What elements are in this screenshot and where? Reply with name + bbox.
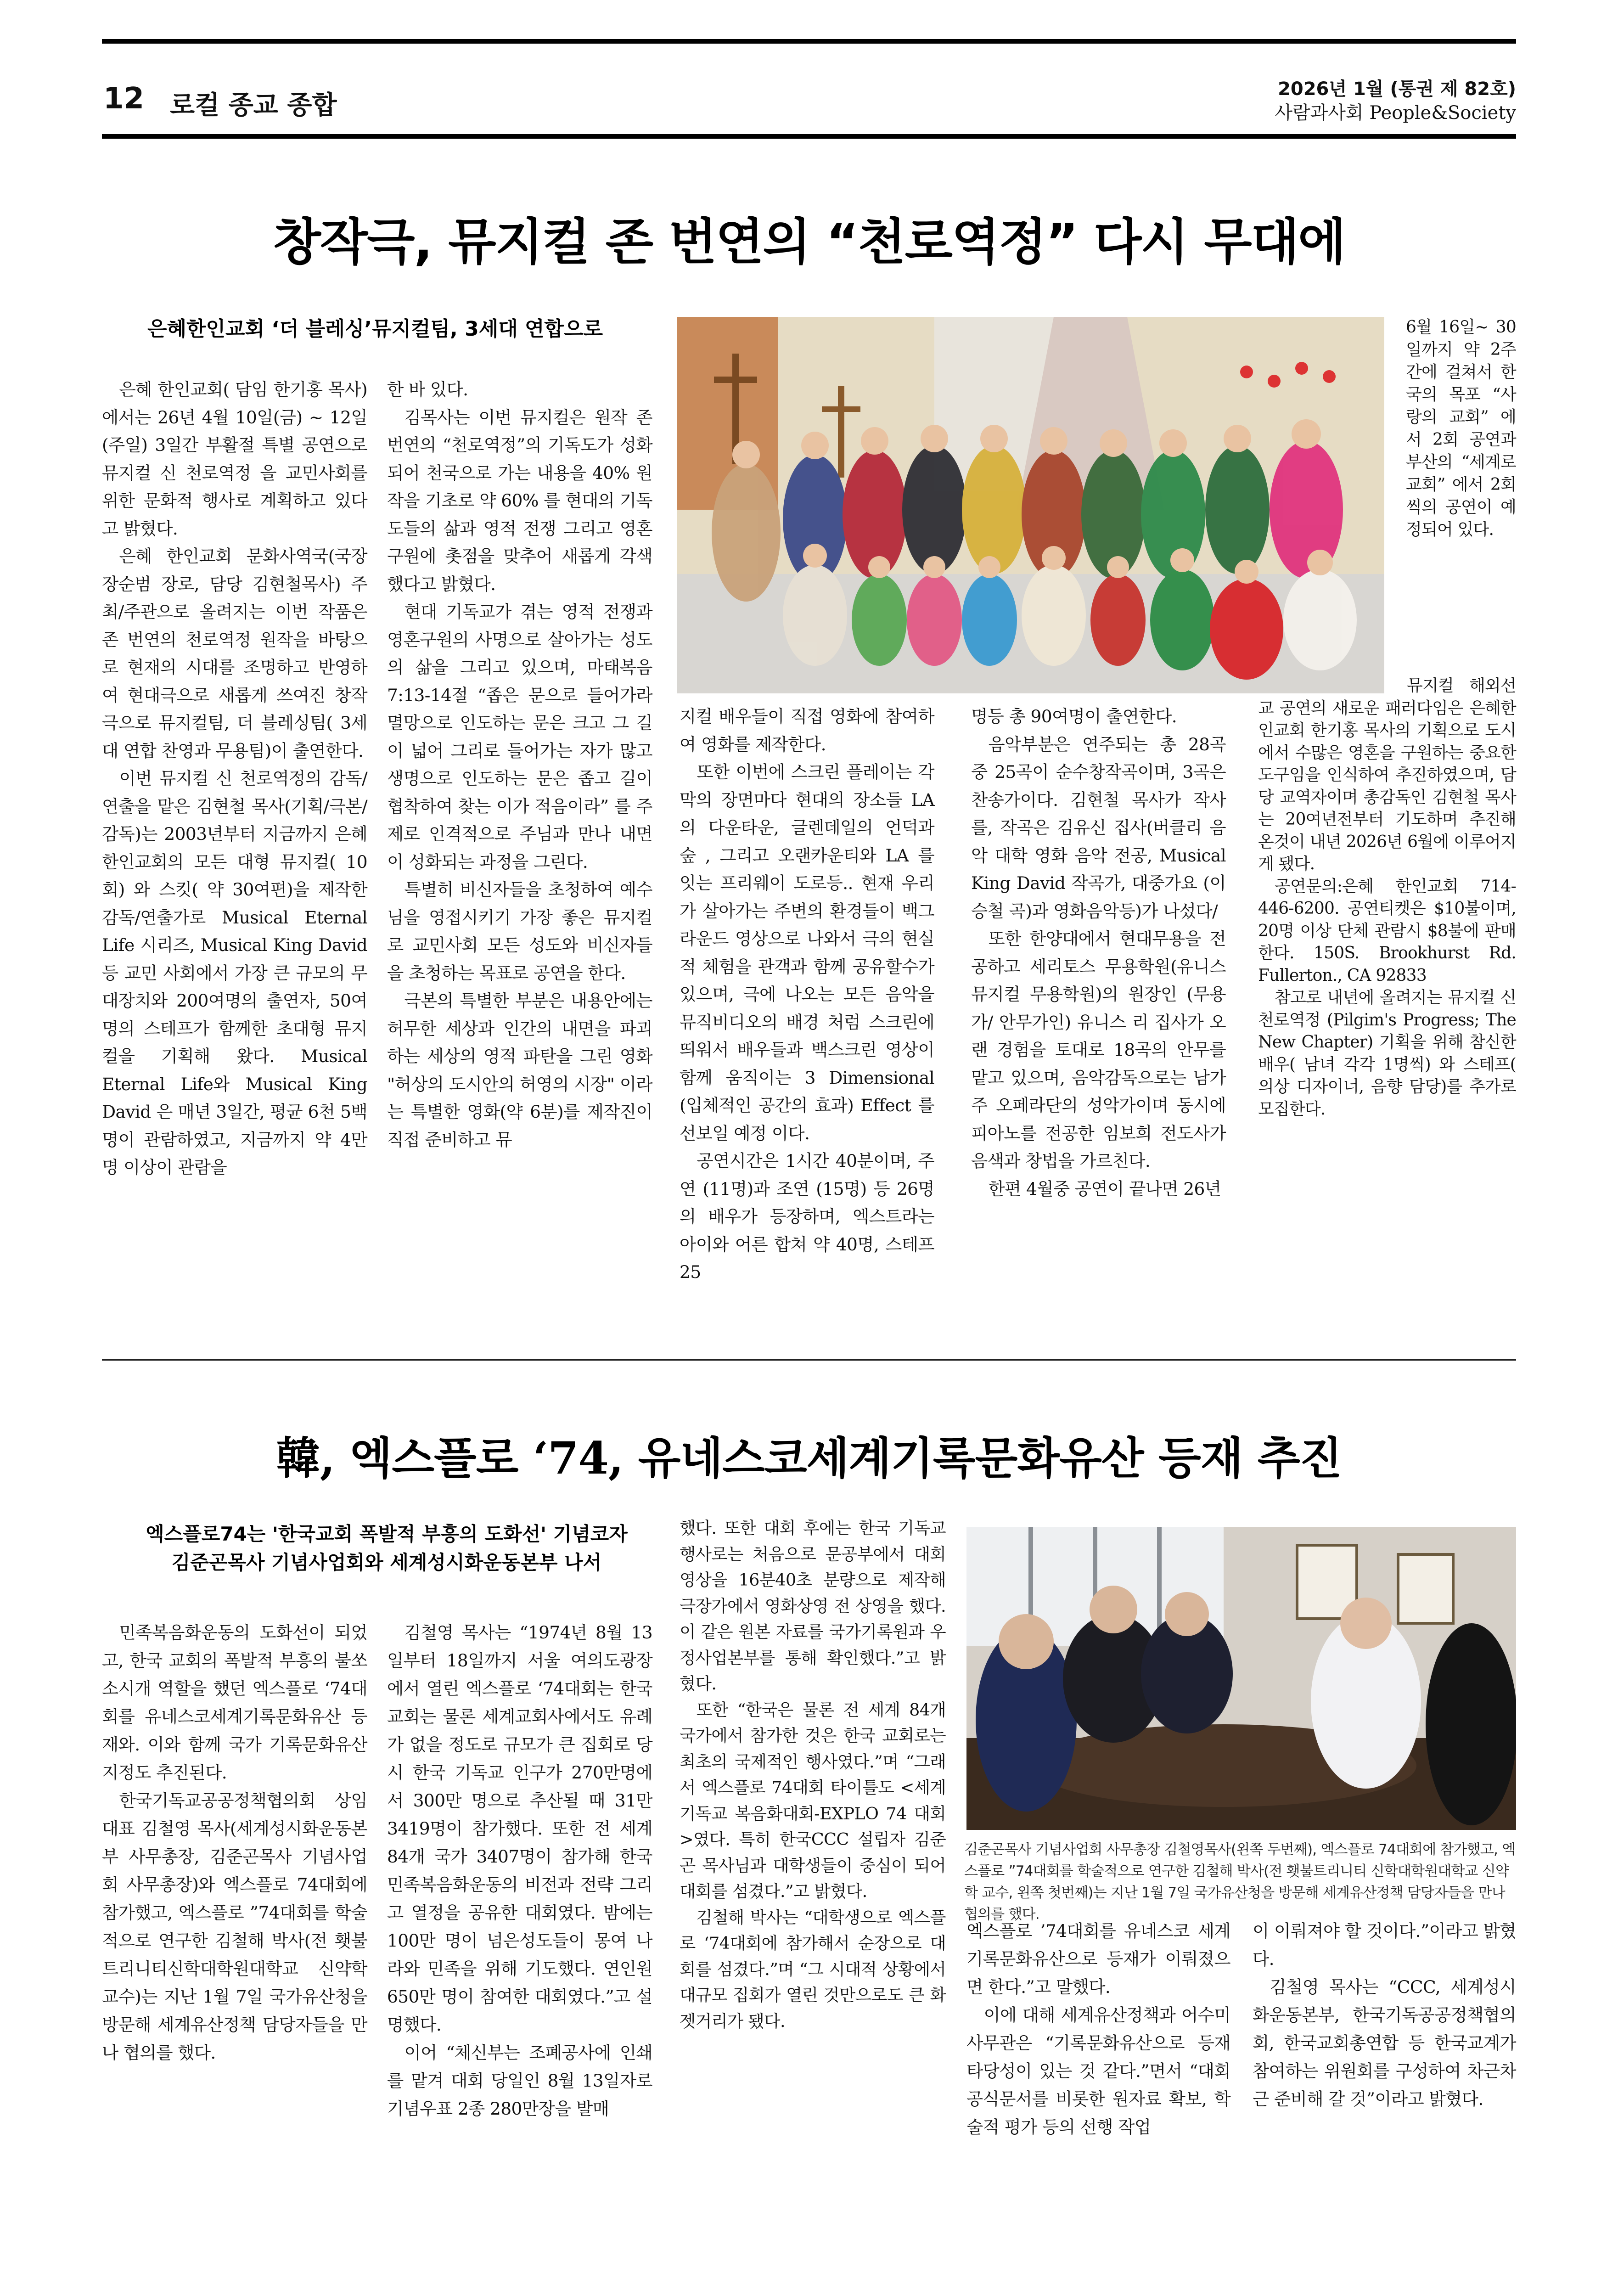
paragraph: 김철영 목사는 “1974년 8월 13일부터 18일까지 서울 여의도광장에서 열린 엑스플로 ‘74대회는 한국교회는 물론 세계교회사에서도 유례가 없을 정도로 규모가 큰 집회로 당시 한국 기독교 인구가 270만명에서 300만 명으로 추산될 때 31만3419명이 참가했다. 또한 전 세계 84개 국가 3407명이 참가해 한국 민족복음화운동의 비전과 전략 그리고 열정을 공유한 대회였다. 밤에는 100만 명이 넘은성도들이 몽여 나라와 민족을 위해 기도했다. 연인원 650만 명이 참여한 대회였다.”고 설명했다. xyxy=(387,1622,652,2035)
paragraph: 김철영 목사는 “CCC, 세계성시화운동본부, 한국기독공공정책협의회, 한국교회총연합 등 한국교계가 참여하는 위원회를 구성하여 차근차근 준비해 갈 것”이라고 밝혔다. xyxy=(1253,1977,1516,2109)
article2-column-4 xyxy=(966,1917,1230,2141)
paragraph: 민족복음화운동의 도화선이 되었고, 한국 교회의 폭발적 부흥의 불쏘소시개 역할을 했던 엑스플로 ‘74대회를 유네스코세계기록문화유산 등재와. 이와 함께 국가 기록문화유산 지정도 추진된다. xyxy=(102,1622,367,1783)
article1-column-5-narrow xyxy=(1406,316,1516,541)
paragraph: 한편 4월중 공연이 끝나면 26년 xyxy=(988,1178,1221,1199)
article2-column-3 xyxy=(680,1515,946,2034)
meeting-photo-illustration xyxy=(966,1527,1516,1830)
paragraph: 음악부분은 연주되는 총 28곡 중 25곡이 순수창작곡이며, 3곡은 찬송가이다. 김현철 목사가 작사를, 작곡은 김유신 집사(버클리 음악 대학 영화 음악 전공, Musical King David 작곡가, 대중가요 (이승철 곡)과 영화음악등)가 나섰다/ xyxy=(971,734,1226,921)
publication-name: 사람과사회 People&Society xyxy=(1275,102,1516,124)
paragraph: 참고로 내년에 올려지는 뮤지컬 신 천로역정 (Pilgim's Progress; The New Chapter) 기획을 위해 참신한 배우( 남녀 각각 1명씩) 와 스테프( 의상 디자이너, 음향 담당)를 추가로 모집한다. xyxy=(1258,988,1516,1119)
masthead-top-rule xyxy=(102,39,1516,44)
article2-headline: 韓, 엑스플로 ‘74, 유네스코세계기록문화유산 등재 추진 xyxy=(276,1432,1342,1484)
paragraph: 또한 한양대에서 현대무용을 전공하고 세리토스 무용학원(유니스 뮤지컬 무용학원)의 원장인 (무용가/ 안무가인) 유니스 리 집사가 오랜 경험을 토대로 18곡의 안무를 맡고 있으며, 음악감독으로는 남가주 오페라단의 성악가이며 동시에 피아노를 전공한 임보희 전도사가 음색과 창법을 가르친다. xyxy=(971,929,1226,1171)
paragraph: 한 바 있다. xyxy=(387,379,468,400)
article1-headline: 창작극, 뮤지컬 존 번연의 “천로역정” 다시 무대에 xyxy=(273,214,1345,271)
paragraph: 은혜 한인교회 문화사역국(국장 장순범 장로, 담당 김현철목사) 주최/주관으로 올려지는 이번 작품은 존 번연의 천로역정 원작을 바탕으로 현재의 시대를 조명하고 반영하여 현대극으로 새롭게 쓰여진 창작극으로 뮤지컬팀, 더 블레싱팀( 3세대 연합 찬영과 무용팀)이 출연한다. xyxy=(102,546,367,761)
article1-column-5 xyxy=(1258,675,1516,1120)
paragraph: 또한 이번에 스크린 플레이는 각 막의 장면마다 현대의 장소들 LA 의 다운타운, 글렌데일의 언덕과 숲 , 그리고 오랜카운티와 LA 를 잇는 프리웨이 도로등.. 현재 우리가 살아가는 주변의 환경들이 백그라운드 영상으로 나와서 극의 현실적 체험을 관객과 함께 공유할수가 있으며, 극에 나오는 모든 음악을 뮤직비디오의 배경 처럼 스크린에 띄워서 배우들과 백스크린 영상이 함께 움직이는 3 Dimensional (입체적인 공간의 효과) Effect 를 선보일 예정 이다. xyxy=(680,762,934,1143)
paragraph: 명등 총 90여명이 출연한다. xyxy=(971,706,1177,726)
paragraph: 했다. 또한 대회 후에는 한국 기독교 행사로는 처음으로 문공부에서 대회 영상을 16분40초 분량으로 제작해 극장가에서 영화상영 전 상영을 했다. 이 같은 원본 자료를 국가기록원과 우정사업본부를 통해 확인했다.”고 밝혔다. xyxy=(680,1518,946,1694)
paragraph: 공연문의:은혜 한인교회 714-446-6200. 공연티켓은 $10불이며, 20명 이상 단체 관람시 $8불에 판매한다. 150S. Brookhurst Rd. Fullerton., CA 92833 xyxy=(1258,877,1516,985)
paragraph: 뮤지컬 해외선교 공연의 새로운 패러다임은 은혜한인교회 한기홍 목사의 기획으로 도시에서 수많은 영혼을 구원하는 중요한 도구임을 인식하여 추진하였으며, 담당 교역자이며 총감독인 김현철 목사는 20여년전부터 기도하며 추진해 온것이 내년 2026년 6월에 이루어지게 됐다. xyxy=(1258,676,1516,873)
paragraph: 이어 “체신부는 조폐공사에 인쇄를 맡겨 대회 당일인 8월 13일자로 기념우표 2종 280만장을 발매 xyxy=(387,2043,652,2119)
masthead-bottom-rule xyxy=(102,134,1516,139)
article2-photo xyxy=(966,1527,1516,1830)
article1-column-1 xyxy=(102,376,367,1182)
section-title: 로컬 종교 종합 xyxy=(170,90,337,120)
paragraph: 이 이뤄져야 할 것이다.”이라고 밝혔다. xyxy=(1253,1921,1516,1969)
article-divider xyxy=(102,1359,1516,1361)
article1-subheadline: 은혜한인교회 ‘더 블레싱’뮤지컬팀, 3세대 연합으로 xyxy=(147,317,603,341)
masthead-issue-block xyxy=(1275,77,1517,125)
paragraph: 또한 “한국은 물론 전 세계 84개 국가에서 참가한 것은 한국 교회로는 최초의 국제적인 행사였다.”며 “그래서 엑스플로 74대회 타이틀도 <세계기독교 복음화대회-EXPLO 74 대회>였다. 특히 한국CCC 설립자 김준곤 목사님과 대학생들이 중심이 되어 대회를 섬겼다.”고 밝혔다. xyxy=(680,1699,946,1901)
paragraph: 엑스플로 ’74대회를 유네스코 세계기록문화유산으로 등재가 이뤄졌으면 한다.”고 말했다. xyxy=(966,1921,1230,1997)
article2-subheadline xyxy=(102,1520,671,1577)
paragraph: 이에 대해 세계유산정책과 어수미 사무관은 “기록문화유산으로 등재 타당성이 있는 것 같다.”면서 “대회 공식문서를 비롯한 원자료 확보, 학술적 평가 등의 선행 작업 xyxy=(966,2005,1230,2137)
article1-column-4 xyxy=(971,703,1226,1203)
issue-info: 2026년 1월 (통권 제 82호) xyxy=(1278,79,1516,100)
page-number: 12 xyxy=(103,82,145,116)
paragraph: 공연시간은 1시간 40분이며, 주연 (11명)과 조연 (15명) 등 26명의 배우가 등장하며, 엑스트라는 아이와 어른 합쳐 약 40명, 스테프 25 xyxy=(680,1151,934,1282)
article2-column-1 xyxy=(102,1619,367,2067)
article2-subheadline-line1: 엑스플로74는 '한국교회 폭발적 부흥의 도화선' 기념코자 xyxy=(146,1523,628,1545)
paragraph: 은혜 한인교회( 담임 한기홍 목사) 에서는 26년 4월 10일(금) ~ 12일(주일) 3일간 부활절 특별 공연으로 뮤지컬 신 천로역정 을 교민사회를 위한 문화적 행사로 계획하고 있다고 밝혔다. xyxy=(102,379,367,539)
article2-photo-caption: 김준곤목사 기념사업회 사무총장 김철영목사(왼쪽 두번째), 엑스플로 74대회에 참가했고, 엑스플로 ”74대회를 학술적으로 연구한 김철해 박사(전 횃불트리니티 신학대학원대학교 신약학 교수, 왼쪽 첫번째)는 지난 1월 7일 국가유산청을 방문해 세계유산정책 담당자들을 만나 협의를 했다. xyxy=(964,1841,1516,1923)
article2-subheadline-line2: 김준곤목사 기념사업회와 세계성시화운동본부 나서 xyxy=(171,1551,602,1574)
paragraph: 이번 뮤지컬 신 천로역정의 감독/연출을 맡은 김현철 목사(기획/극본/감독)는 2003년부터 지금까지 은혜 한인교회의 모든 대형 뮤지컬( 10회) 와 스킷( 약 30여편)을 제작한 감독/연출가로 Musical Eternal Life 시리즈, Musical King David 등 교민 사회에서 가장 큰 규모의 무대장치와 200여명의 출연자, 50여명의 스테프가 함께한 초대형 뮤지컬을 기획해 왔다. Musical Eternal Life와 Musical King David 은 매년 3일간, 평균 6천 5백명이 관람하였고, 지금까지 약 4만명 이상이 관람을 xyxy=(102,768,367,1177)
article2-column-5 xyxy=(1253,1917,1516,2113)
article1-column-3 xyxy=(680,703,934,1286)
paragraph: 김목사는 이번 뮤지컬은 원작 존 번연의 “천로역정”의 기독도가 성화되어 천국으로 가는 내용을 40% 원작을 기초로 약 60% 를 현대의 기독도들의 삶과 영적 전쟁 그리고 영혼구원에 촛점을 맞추어 새롭게 각색했다고 밝혔다. xyxy=(387,407,652,594)
paragraph: 극본의 특별한 부분은 내용안에는 허무한 세상과 인간의 내면을 파괴하는 세상의 영적 파탄을 그린 영화 "허상의 도시안의 허영의 시장" 이라는 특별한 영화(약 6분)를 제작진이 직접 준비하고 뮤 xyxy=(387,990,652,1150)
article1-column-2 xyxy=(387,376,652,1154)
paragraph: 현대 기독교가 겪는 영적 전쟁과 영혼구원의 사명으로 살아가는 성도의 삶을 그리고 있으며, 마태복음 7:13-14절 “좁은 문으로 들어가라 멸망으로 인도하는 문은 크고 그 길이 넓어 그리로 들어가는 자가 많고 생명으로 인도하는 문은 좁고 길이 협착하여 찾는 이가 적음이라” 를 주제로 인격적으로 주님과 만나 내면이 성화되는 과정을 그린다. xyxy=(387,602,652,872)
article1-photo xyxy=(677,317,1384,693)
paragraph: 김철해 박사는 “대학생으로 엑스플로 ‘74대회에 참가해서 순장으로 대회를 섬겼다.”며 “그 시대적 상황에서 대규모 집회가 열린 것만으로도 큰 화젯거리가 됐다. xyxy=(680,1907,946,2031)
paragraph: 지컬 배우들이 직접 영화에 참여하여 영화를 제작한다. xyxy=(680,706,934,754)
article2-column-2 xyxy=(387,1619,652,2123)
group-photo-illustration xyxy=(677,317,1384,693)
paragraph: 6월 16일~ 30일까지 약 2주간에 걸쳐서 한국의 목포 “사랑의 교회” 에서 2회 공연과 부산의 “세계로 교회” 에서 2회씩의 공연이 예정되어 있다. xyxy=(1406,318,1516,539)
paragraph: 한국기독교공공정책협의회 상임대표 김철영 목사(세계성시화운동본부 사무총장, 김준곤목사 기념사업회 사무총장)와 엑스플로 74대회에 참가했고, 엑스플로 ”74대회를 학술적으로 연구한 김철해 박사(전 횃불트리니티신학대학원대학교 신약학 교수)는 지난 1월 7일 국가유산청을 방문해 세계유산정책 담당자들을 만나 협의를 했다. xyxy=(102,1790,367,2063)
paragraph: 특별히 비신자들을 초청하여 예수님을 영접시키기 가장 좋은 뮤지컬로 교민사회 모든 성도와 비신자들을 초청하는 목표로 공연을 한다. xyxy=(387,879,652,983)
